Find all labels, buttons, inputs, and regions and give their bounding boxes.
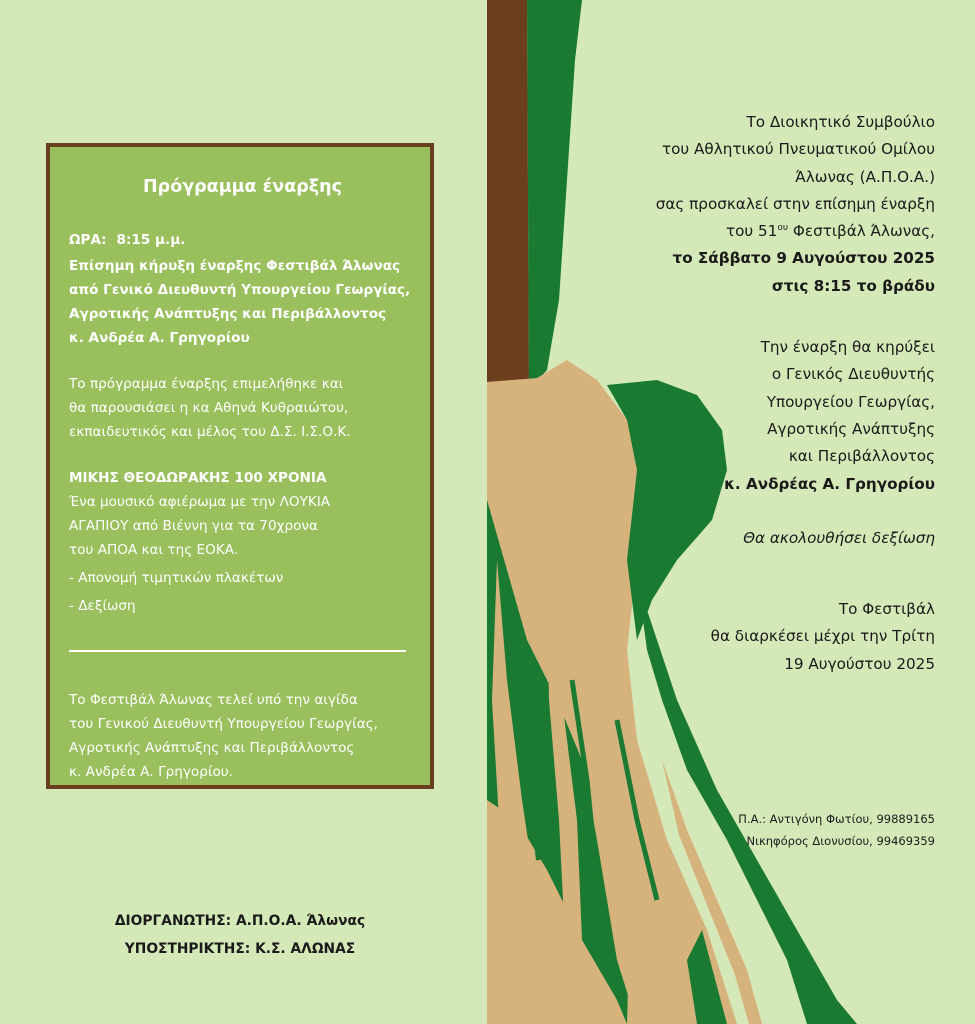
program-list-item: - Απονομή τιμητικών πλακέτων [69, 570, 284, 586]
invitation-text [555, 109, 935, 678]
invite-date: το Σάββατο 9 Αυγούστου 2025 [672, 249, 935, 268]
auspices-line: Το Φεστιβάλ Άλωνας τελεί υπό την αιγίδα [69, 692, 358, 708]
auspices-line: κ. Ανδρέα Α. Γρηγορίου. [69, 764, 233, 780]
trunk-top [487, 0, 529, 385]
program-list-item: - Δεξίωση [69, 598, 136, 614]
duration-line: Το Φεστιβάλ [838, 600, 935, 619]
ordinal-suffix: ου [777, 223, 789, 234]
auspices-line: Αγροτικής Ανάπτυξης και Περιβάλλοντος [69, 740, 355, 756]
opener-line: και Περιβάλλοντος [788, 447, 935, 466]
opening-line: Αγροτικής Ανάπτυξης και Περιβάλλοντος [69, 306, 387, 322]
auspices-note [69, 688, 416, 784]
invite-line: Το Διοικητικό Συμβούλιο [746, 113, 935, 131]
tribute-line: του ΑΠΟΑ και της ΕΟΚΑ. [69, 542, 239, 558]
organizers [46, 907, 434, 963]
festival-pre: του 51 [726, 222, 778, 241]
contacts [635, 808, 935, 852]
opener-name: κ. Ανδρέας Α. Γρηγορίου [724, 474, 935, 493]
invite-line: του Αθλητικού Πνευματικού Ομίλου [661, 140, 935, 159]
time-label: ΩΡΑ: [69, 232, 107, 248]
opening-line: Επίσημη κήρυξη έναρξης Φεστιβάλ Άλωνας [69, 258, 401, 274]
invite-line: σας προσκαλεί στην επίσημη έναρξη [655, 194, 935, 213]
opening-line: από Γενικό Διευθυντή Υπουργείου Γεωργίας, [69, 282, 411, 298]
duration-line: 19 Αυγούστου 2025 [784, 654, 935, 673]
opener-line: ο Γενικός Διευθυντής [771, 365, 935, 384]
reception-note: Θα ακολουθήσει δεξίωση [743, 528, 935, 547]
invite-festival-line [555, 218, 935, 245]
presenter-line: εκπαιδευτικός και μέλος του Δ.Σ. Ι.Σ.Ο.Κ. [69, 424, 351, 440]
contact-line: Π.Α.: Αντιγόνη Φωτίου, 99889165 [738, 812, 935, 826]
tribute-description [69, 490, 416, 562]
auspices-line: του Γενικού Διευθυντή Υπουργείου Γεωργίας, [69, 716, 378, 732]
festival-post: Φεστιβάλ Άλωνας, [788, 222, 935, 241]
opener-line: Αγροτικής Ανάπτυξης [767, 419, 935, 438]
opener-line: Υπουργείου Γεωργίας, [766, 392, 935, 411]
opener-line: Την έναρξη θα κηρύξει [760, 338, 935, 357]
program-divider [69, 650, 406, 652]
opening-declaration [69, 254, 416, 350]
organizer-line: ΔΙΟΡΓΑΝΩΤΗΣ: Α.Π.Ο.Α. Άλωνας [114, 913, 366, 929]
invite-line: Άλωνας (Α.Π.Ο.Α.) [795, 167, 935, 186]
tribute-title: ΜΙΚΗΣ ΘΕΟΔΩΡΑΚΗΣ 100 ΧΡΟΝΙΑ [69, 470, 327, 486]
presenter-line: Το πρόγραμμα έναρξης επιμελήθηκε και [69, 376, 344, 392]
presenter-info [69, 372, 416, 444]
duration-line: θα διαρκέσει μέχρι την Τρίτη [710, 627, 935, 646]
contact-line: Νικηφόρος Διονυσίου, 99469359 [746, 834, 935, 848]
program-box [46, 143, 434, 789]
tribute-line: ΑΓΑΠΙΟΥ από Βιέννη για τα 70χρονα [69, 518, 318, 534]
tribute-line: Ένα μουσικό αφιέρωμα με την ΛΟΥΚΙΑ [69, 494, 331, 510]
supporter-line: ΥΠΟΣΤΗΡΙΚΤΗΣ: Κ.Σ. ΑΛΩΝΑΣ [124, 941, 356, 957]
invite-time: στις 8:15 το βράδυ [771, 276, 935, 295]
opening-line: κ. Ανδρέα Α. Γρηγορίου [69, 330, 250, 346]
time-value: 8:15 μ.μ. [116, 232, 186, 248]
program-title: Πρόγραμμα έναρξης [143, 177, 342, 197]
program-time [69, 228, 416, 252]
presenter-line: θα παρουσιάσει η κα Αθηνά Κυθραιώτου, [69, 400, 349, 416]
